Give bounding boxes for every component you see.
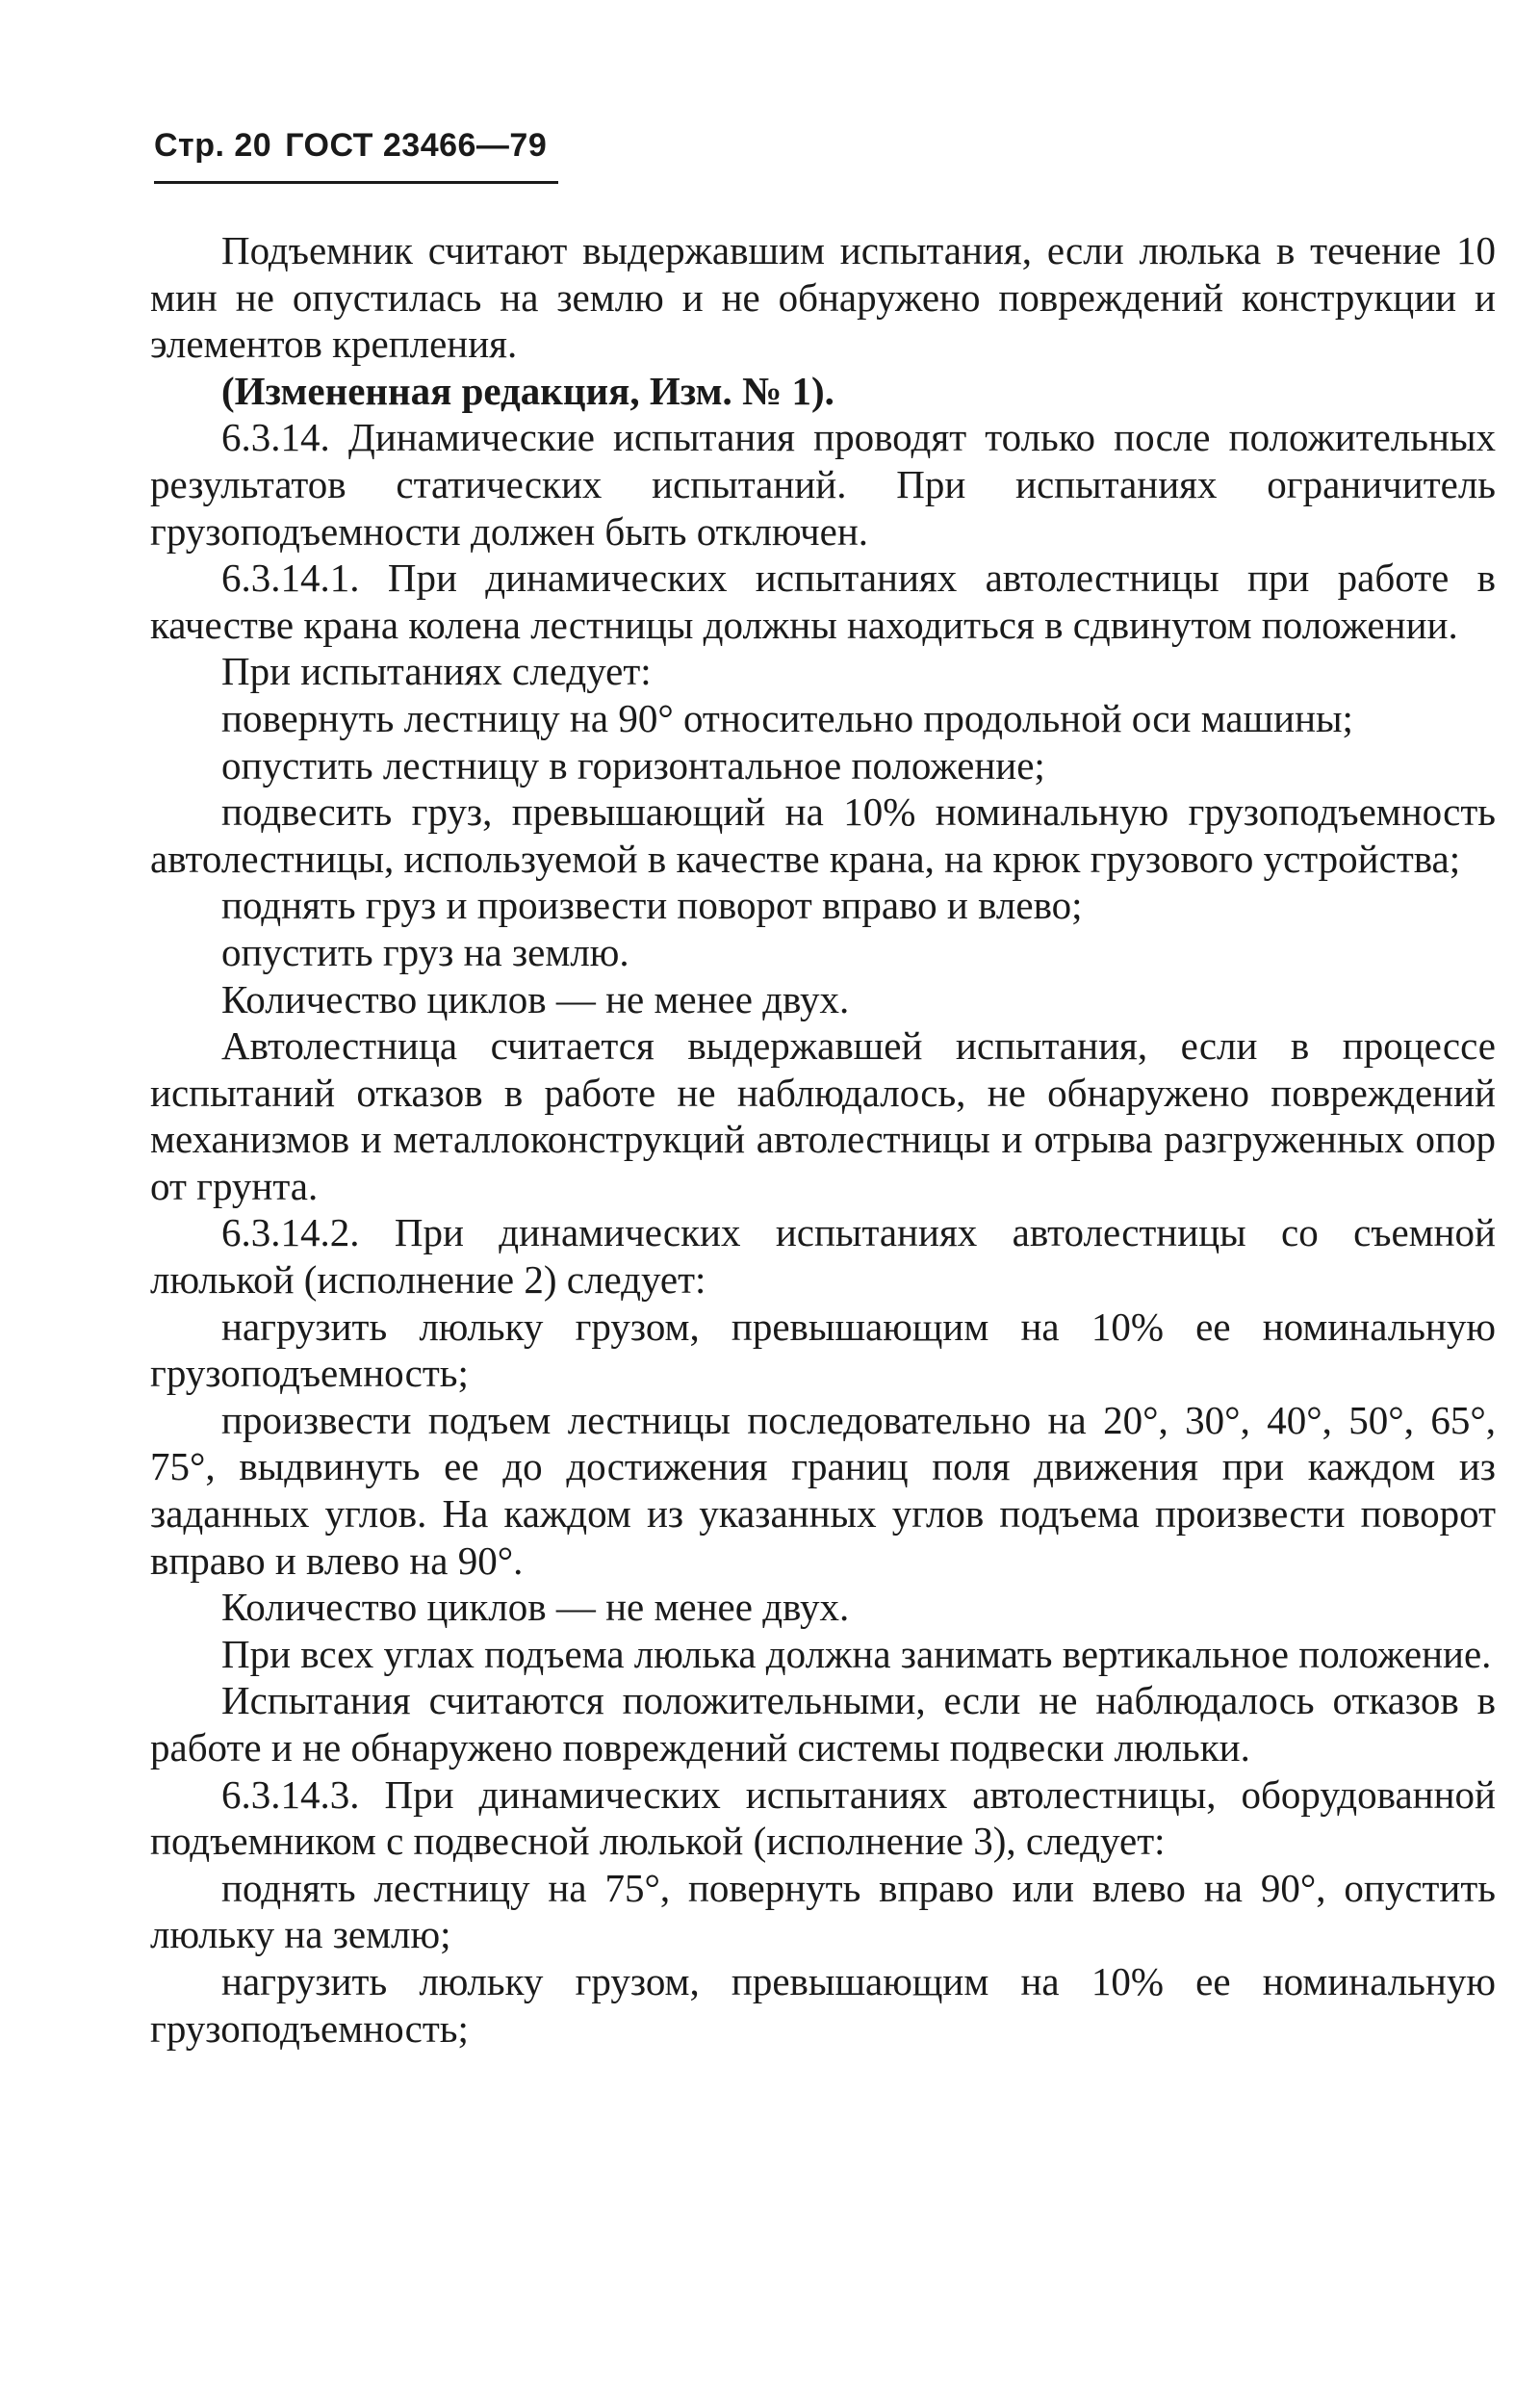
paragraph: 6.3.14.2. При динамических испытаниях автолестницы со съемной люлькой (исполнение 2) следует: [150, 1210, 1496, 1303]
list-item: опустить лестницу в горизонтальное положение; [221, 742, 1045, 788]
paragraph: Подъемник считают выдержавшим испытания, если люлька в течение 10 мин не опустилась на землю и не обнаружено повреждений конструкции и элементов крепления. [150, 228, 1496, 367]
paragraph: При всех углах подъема люлька должна занимать вертикальное положение. [221, 1631, 1492, 1676]
document-body [150, 227, 1496, 2052]
list-item: повернуть лестницу на 90° относительно продольной оси машины; [221, 695, 1353, 740]
paragraph: 6.3.14.1. При динамических испытаниях автолестницы при работе в качестве крана колена лестницы должны находиться в сдвинутом положении. [150, 556, 1496, 647]
paragraph: 6.3.14. Динамические испытания проводят только после положительных результатов статических испытаний. При испытаниях ограничитель грузоподъемности должен быть отключен. [150, 415, 1496, 554]
list-item: нагрузить люльку грузом, превышающим на 10% ее номинальную грузоподъемность; [150, 1304, 1496, 1396]
paragraph: Автолестница считается выдержавшей испытания, если в процессе испытаний отказов в работе не наблюдалось, не обнаружено повреждений механизмов и металлоконструкций автолестницы и отрыва разгруженных опор от грунта. [150, 1023, 1496, 1208]
page-number-label: Стр. 20 [154, 127, 272, 164]
paragraph: 6.3.14.3. При динамических испытаниях автолестницы, оборудованной подъемником с подвесной люлькой (исполнение 3), следует: [150, 1771, 1496, 1864]
standard-designation: ГОСТ 23466—79 [285, 127, 548, 164]
list-item: произвести подъем лестницы последовательно на 20°, 30°, 40°, 50°, 65°, 75°, выдвинуть ее до достижения границ поля движения при каждом из заданных углов. На каждом из указанных углов подъема произвести поворот вправо и влево на 90°. [150, 1397, 1496, 1583]
list-item: подвесить груз, превышающий на 10% номинальную грузоподъемность автолестницы, используемой в качестве крана, на крюк грузового устройства; [150, 789, 1496, 881]
paragraph: При испытаниях следует: [221, 649, 652, 694]
header-rule [154, 181, 558, 184]
paragraph: Испытания считаются положительными, если не наблюдалось отказов в работе и не обнаружено повреждений системы подвески люльки. [150, 1678, 1496, 1770]
list-item: поднять груз и произвести поворот вправо и влево; [221, 883, 1083, 928]
list-item: опустить груз на землю. [221, 929, 629, 974]
page-header [154, 127, 547, 165]
list-item: поднять лестницу на 75°, повернуть вправо или влево на 90°, опустить люльку на землю; [150, 1865, 1496, 1957]
list-item: нагрузить люльку грузом, превышающим на 10% ее номинальную грузоподъемность; [150, 1958, 1496, 2051]
amendment-note: (Измененная редакция, Изм. № 1). [221, 368, 834, 413]
paragraph: Количество циклов — не менее двух. [221, 976, 850, 1021]
paragraph: Количество циклов — не менее двух. [221, 1585, 850, 1630]
